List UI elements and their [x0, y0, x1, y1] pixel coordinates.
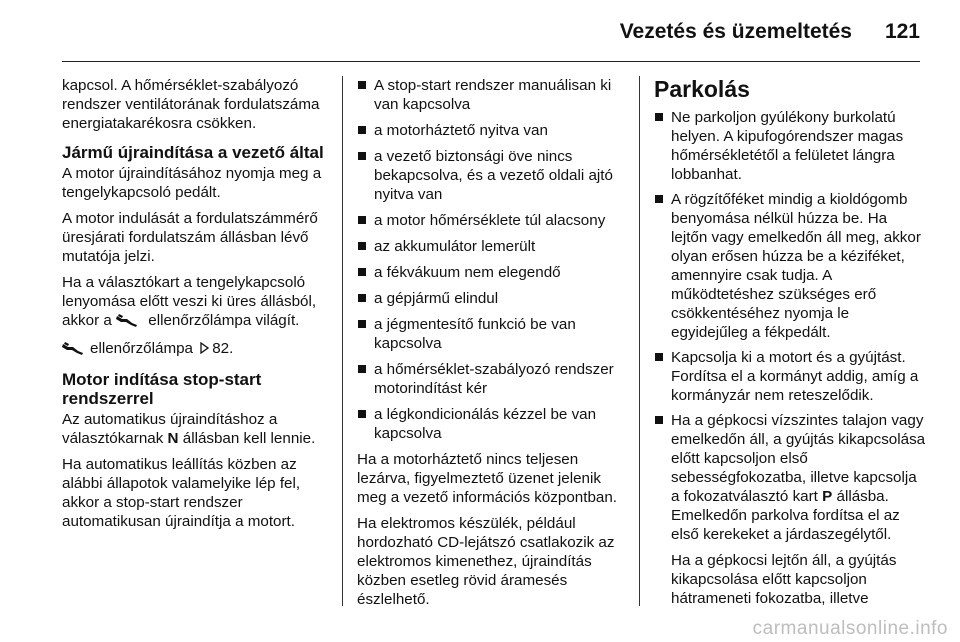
- auto-restart-heading: Motor indítása stop-start rendszerrel: [62, 370, 262, 408]
- watermark: carmanualsonline.info: [752, 618, 948, 639]
- column-2: [357, 76, 629, 616]
- list-item: az akkumulátor lemerült: [357, 237, 629, 256]
- engine-start-lamp-icon: [116, 313, 138, 332]
- lamp-reference-page: 82.: [212, 340, 234, 357]
- list-item: a motor hőmérséklete túl alacsony: [357, 211, 629, 230]
- restart-paragraph-1: A motor újraindításához nyomja meg a tengelykapcsoló pedált.: [62, 165, 322, 201]
- list-item: a vezető biztonsági öve nincs bekapcsolva, és a vezető oldali ajtó nyitva van: [357, 147, 629, 204]
- list-item: Ne parkoljon gyúlékony burkolatú helyen. A kipufogórendszer magas hőmérsékletétől a felületet lángra lobbanhat.: [654, 108, 926, 184]
- auto-restart-paragraph-2: Ha automatikus leállítás közben az alábbi állapotok valamelyike lép fel, akkor a stop-start rendszer automatikusan újraindítja a motort.: [62, 456, 301, 530]
- gear-p-label: P: [822, 488, 833, 505]
- parking-heading: Parkolás: [654, 76, 750, 102]
- item4-text-a: Ha a gépkocsi vízszintes talajon vagy emelkedőn áll, a gyújtás kikapcsolása előtt kapcsoljon első sebességfokozatba, illetve kapcsolja a fokozatválasztó kart: [671, 412, 926, 505]
- item4-text-b: állásba. Emelkedőn parkolva fordítsa el az első kerekeket a járdaszegélytől.: [671, 488, 900, 543]
- list-item: a hőmérséklet-szabályozó rendszer motorindítást kér: [357, 360, 629, 398]
- list-item: a motorháztető nyitva van: [357, 121, 629, 140]
- list-item: A rögzítőféket mindig a kioldógomb benyomása nélkül húzza be. Ha lejtőn vagy emelkedőn áll meg, akkor olyan erősen húzza be a kéziféket, amennyire csak tudja. A működtetéshez szükséges erő csökkentéséhez nyomja le egyidejűleg a fékpedált.: [654, 190, 926, 342]
- list-item: a gépjármű elindul: [357, 289, 629, 308]
- triangle-arrow-icon: [200, 340, 209, 359]
- item4-paragraph-2: Ha a gépkocsi lejtőn áll, a gyújtás kikapcsolása előtt kapcsoljon hátrameneti fokozatba, illetve: [671, 552, 897, 607]
- header-divider: [62, 61, 920, 62]
- restart-paragraph-2: A motor indulását a fordulatszámmérő üresjárati fordulatszám állásban lévő mutatója jelzi.: [62, 210, 318, 265]
- parking-list: [654, 108, 926, 608]
- column-3: [654, 76, 926, 615]
- auto-p1-text-b: állásban kell lennie.: [182, 430, 316, 447]
- list-item: a jégmentesítő funkció be van kapcsolva: [357, 315, 629, 353]
- power-drop-paragraph: Ha elektromos készülék, például hordozható CD-lejátszó csatlakozik az elektromos kimenethez, újraindítás közben esetleg rövid áramesés észlelhető.: [357, 515, 615, 608]
- list-item: [654, 411, 926, 608]
- restart-paragraph-3-text: Ha a választókart a tengelykapcsoló lenyomása előtt veszi ki üres állásból, akkor a: [62, 274, 317, 329]
- column-divider-1: [342, 76, 343, 606]
- column-divider-2: [639, 76, 640, 606]
- gear-n-label: N: [167, 430, 179, 447]
- restart-paragraph-3-tail: ellenőrzőlámpa világít.: [148, 312, 300, 329]
- header-title: Vezetés és üzemeltetés: [619, 20, 852, 43]
- column-1: [62, 76, 332, 538]
- restart-heading: Jármű újraindítása a vezető által: [62, 143, 324, 162]
- auto-restart-paragraph-1: [62, 410, 332, 448]
- restart-conditions-list: [357, 76, 629, 443]
- list-item: Kapcsolja ki a motort és a gyújtást. Fordítsa el a kormányt addig, amíg a kormányzár nem reteszelődik.: [654, 348, 926, 405]
- auto-p1-text-a: Az automatikus újraindításhoz a választókarnak: [62, 411, 278, 447]
- intro-paragraph: kapcsol. A hőmérséklet-szabályozó rendszer ventilátorának fordulatszáma energiatakarékosra csökken.: [62, 77, 320, 132]
- engine-start-lamp-icon: [62, 341, 84, 360]
- page-header: [0, 0, 960, 62]
- restart-paragraph-3: [62, 273, 332, 332]
- lamp-reference[interactable]: [62, 339, 332, 360]
- list-item: a fékvákuum nem elegendő: [357, 263, 629, 282]
- hood-warning-paragraph: Ha a motorháztető nincs teljesen lezárva, figyelmeztető üzenet jelenik meg a vezető információs központban.: [357, 451, 618, 506]
- list-item: A stop-start rendszer manuálisan ki van kapcsolva: [357, 76, 629, 114]
- lamp-reference-text: ellenőrzőlámpa: [90, 340, 193, 357]
- page-number: 121: [884, 20, 920, 43]
- list-item: a légkondicionálás kézzel be van kapcsolva: [357, 405, 629, 443]
